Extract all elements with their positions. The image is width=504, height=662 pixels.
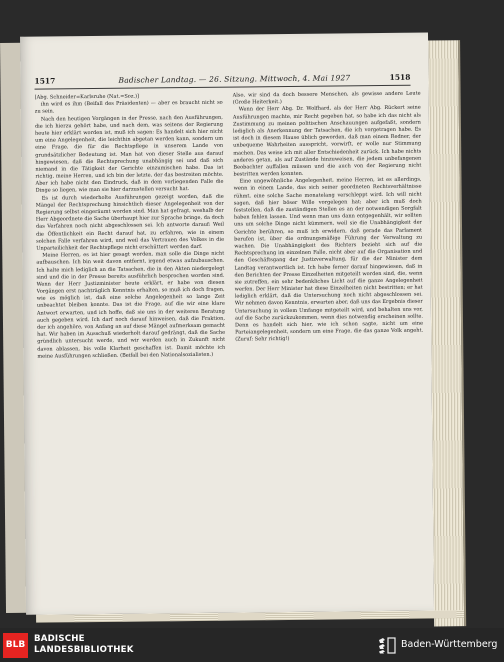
page-number-right: 1518 <box>389 72 411 82</box>
page-number-left: 1517 <box>34 76 56 86</box>
paragraph: Es ist durch wiederholte Ausführungen gezeigt worden, daß die Mängel der Rechtsprechung hinsichtlich dieser Angelegenheit von der Regierung selbst eingeräumt worden sind. Man hat gefragt, weshalb der Herr Abgeordnete die Sache überhaupt hier zur Sprache bringe, da doch das Verfahren noch nicht abgeschlossen sei. Ich antworte darauf: Weil die Öffentlichkeit ein Recht darauf hat, zu erfahren, wie in einem solchen Falle verfahren wird, und weil das Vertrauen des Volkes in die Unparteilichkeit der Rechtspflege nicht erschüttert werden darf. <box>35 193 225 252</box>
footer-bar <box>0 628 504 662</box>
library-name-line2: LANDESBIBLIOTHEK <box>34 645 134 655</box>
scanned-page <box>20 33 434 615</box>
baden-wuerttemberg-lions-icon <box>377 636 397 654</box>
library-name-line1: BADISCHE <box>34 634 85 644</box>
speaker-line: [Abg. Schneider=Karlsruhe (Nat.=Soz.)] <box>34 93 140 101</box>
running-title: Badischer Landtag. — 26. Sitzung. Mittwoch, 4. Mai 1927 <box>118 73 351 85</box>
page-stack-right <box>428 40 466 626</box>
scanned-book <box>0 32 446 617</box>
text-column-left <box>35 93 228 607</box>
state-name[interactable]: Baden-Württemberg <box>401 639 498 650</box>
blb-logo[interactable]: BLB <box>3 633 28 658</box>
paragraph: ihn wird es ihm (Beifall des Präsidenten) — aber es braucht nicht so zu sein. <box>34 99 223 116</box>
paragraph: Meine Herren, es ist hier gesagt worden, man solle die Dinge nicht aufbauschen. Ich bin weit davon entfernt, irgend etwas aufzubauschen. Ich halte mich lediglich an die Tatsachen, die in den Akten niedergelegt sind und die in der Presse bereits ausführlich besprochen worden sind. Wenn der Herr Justizminister heute erklärt, er habe von diesen Vorgängen erst nachträglich Kenntnis erhalten, so muß ich doch fragen, wie es möglich ist, daß eine solche Angelegenheit so lange Zeit unbeachtet bleiben konnte. Das ist die Frage, auf die wir eine klare Antwort erwarten, und ich hoffe, daß sie uns in der weiteren Beratung auch gegeben wird. Ich darf noch darauf hinweisen, daß die Fraktion, der ich angehöre, von Anfang an auf diese Mängel aufmerksam gemacht hat. Wir haben im Ausschuß wiederholt darauf gedrängt, daß die Sache gründlich untersucht werde, und wir werden auch in Zukunft nicht davon ablassen, bis volle Klarheit geschaffen ist. Damit möchte ich meine Ausführungen schließen. (Beifall bei den Nationalsozialisten.) <box>36 250 226 360</box>
paragraph: Also, wir sind da doch bessere Menschen, als gewisse andere Leute (Große Heiterkeit.) <box>232 90 421 106</box>
text-column-right <box>233 91 426 605</box>
paragraph: Eine ungewöhnliche Angelegenheit, meine Herren, ist es allerdings, wenn in einem Lande, das sich seiner geordneten Rechtsverhältnisse rühmt, eine solche Sache monatelang verschleppt wird. Ich will nicht sagen, daß hier böser Wille vorgelegen hat; aber ich muß doch feststellen, daß die zuständigen Stellen es an der notwendigen Sorgfalt haben fehlen lassen. Und wenn man uns dann entgegenhält, wir sollten uns um solche Dinge nicht kümmern, weil sie die Unabhängigkeit der Gerichte berühren, so muß ich erwidern, daß gerade das Parlament berufen ist, über die ordnungsmäßige Führung der Verwaltung zu wachen. Die Unabhängigkeit des Richters bezieht sich auf die Rechtsprechung im einzelnen Falle, nicht aber auf die Organisation und den Geschäftsgang der Justizverwaltung, für die der Minister dem Landtag verantwortlich ist. Ich habe ferner darauf hingewiesen, daß in den Berichten der Presse Einzelheiten mitgeteilt worden sind, die, wenn sie zutreffen, ein sehr bedenkliches Licht auf die ganze Angelegenheit werfen. Der Herr Minister hat diese Einzelheiten nicht bestritten; er hat lediglich erklärt, daß die Untersuchung noch nicht abgeschlossen sei. Wir nehmen davon Kenntnis, erwarten aber, daß uns das Ergebnis dieser Untersuchung in vollem Umfange mitgeteilt wird, und behalten uns vor, auf die Sache zurückzukommen, wenn dies notwendig erscheinen sollte. Denn es handelt sich hier, wie ich schon sagte, nicht um eine Parteiangelegenheit, sondern um eine Frage, die das ganze Volk angeht. (Zuruf: Sehr richtig!) <box>233 176 424 343</box>
library-name[interactable] <box>34 634 134 656</box>
paragraph: Wenn der Herr Abg. Dr. Wolfhard, als der Herr Abg. Rückert seine Ausführungen machte, mir Recht gegeben hat, so habe ich das nicht als Zustimmung zu meinen politischen Anschauungen aufgefaßt, sondern lediglich als Anerkennung der Tatsachen, die ich vorgetragen habe. Es ist doch in diesem Hause üblich geworden, daß man einem Redner, der unbequeme Wahrheiten ausspricht, vorwirft, er wolle nur Stimmung machen. Das weise ich mit aller Entschiedenheit zurück. Ich habe nichts anderes getan, als auf Zustände hinzuweisen, die jedem unbefangenen Beobachter auffallen müssen und die auch von der Regierung nicht bestritten werden konnten. <box>232 104 422 178</box>
paragraph: Nach den heutigen Vorgängen in der Presse, nach den Ausführungen, die ich hierzu gehört habe, und nach dem, was seitens der Regierung heute hier erklärt worden ist, muß ich sagen: Es handelt sich hier nicht um eine Angelegenheit, die leichthin abgetan werden kann, sondern um eine Frage, die für die Rechtspflege in unserem Lande von grundsätzlicher Bedeutung ist. Man hat von dieser Stelle aus darauf hingewiesen, daß die Rechtsprechung unabhängig sei und daß sich niemand in die Tätigkeit der Gerichte einzumischen habe. Das ist richtig, meine Herren, und ich bin der letzte, der das bestreiten möchte. Aber ich habe nicht den Eindruck, daß in dem vorliegenden Falle die Dinge so liegen, wie man sie hier darzustellen versucht hat. <box>34 114 224 195</box>
